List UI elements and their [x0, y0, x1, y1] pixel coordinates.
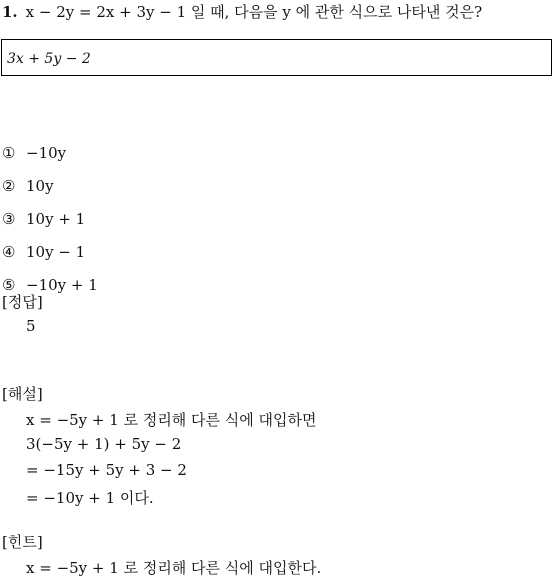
- option-1[interactable]: [2, 144, 66, 162]
- solution-label: [해설]: [2, 385, 43, 403]
- given-expression: 3x + 5y − 2: [7, 51, 91, 67]
- answer-label: [정답]: [2, 293, 43, 311]
- solution-line-2: 3(−5y + 1) + 5y − 2: [26, 435, 182, 453]
- option-2-mark: ②: [2, 177, 16, 195]
- hint-label: [힌트]: [2, 533, 43, 551]
- option-2-text: 10y: [26, 177, 54, 195]
- solution-line-1: x = −5y + 1 로 정리해 다른 식에 대입하면: [26, 411, 317, 429]
- solution-line-3: = −15y + 5y + 3 − 2: [26, 461, 187, 479]
- question-text: x − 2y = 2x + 3y − 1 일 때, 다음을 y 에 관한 식으로 나타낸 것은?: [25, 3, 483, 21]
- option-3-text: 10y + 1: [26, 210, 86, 228]
- option-4[interactable]: [2, 243, 85, 261]
- option-3-mark: ③: [2, 210, 16, 228]
- question-number: 1.: [2, 3, 18, 21]
- solution-line-4: = −10y + 1 이다.: [26, 489, 154, 507]
- given-expression-box: [1, 39, 552, 76]
- option-3[interactable]: [2, 210, 85, 228]
- option-1-mark: ①: [2, 144, 16, 162]
- option-5-text: −10y + 1: [26, 276, 98, 294]
- question-header: [2, 1, 482, 22]
- hint-text: x = −5y + 1 로 정리해 다른 식에 대입한다.: [26, 559, 322, 577]
- option-4-mark: ④: [2, 243, 16, 261]
- option-2[interactable]: [2, 177, 54, 195]
- answer-value: 5: [26, 317, 36, 335]
- option-5-mark: ⑤: [2, 276, 16, 294]
- option-1-text: −10y: [26, 144, 67, 162]
- option-4-text: 10y − 1: [26, 243, 86, 261]
